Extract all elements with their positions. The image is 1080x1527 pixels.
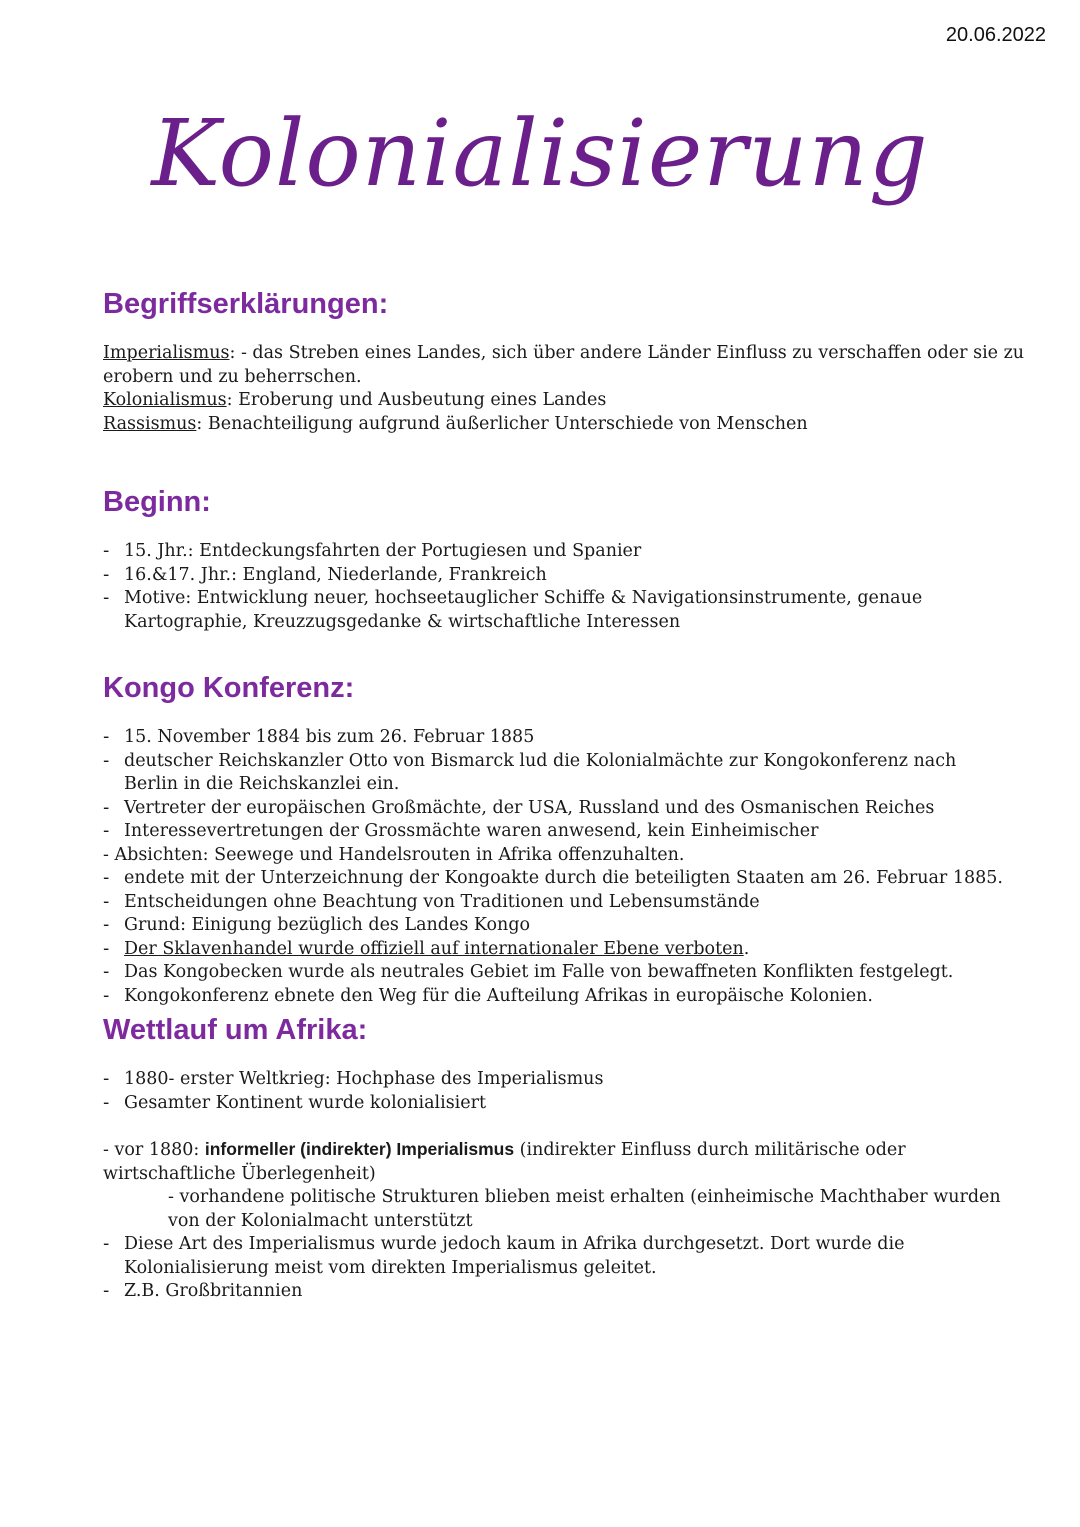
kongo-list-continued — [103, 867, 1003, 1008]
definition-text: das Streben eines Landes, sich über andere Länder Einfluss zu verschaffen oder sie zu — [252, 343, 1025, 363]
date-label: 20.06.2022 — [945, 24, 1046, 46]
vor-1880-continuation: wirtschaftliche Überlegenheit) — [103, 1163, 376, 1184]
definition-rassismus: Rassismus: Benachteiligung aufgrund äußerlicher Unterschiede von Menschen — [103, 413, 808, 434]
section-heading: Beginn: — [103, 486, 211, 518]
list-item: - Kongokonferenz ebnete den Weg für die Aufteilung Afrikas in europäische Kolonien. — [103, 985, 1003, 1009]
list-item: - Das Kongobecken wurde als neutrales Gebiet im Falle von bewaffneten Konflikten festgelegt. — [103, 961, 1003, 985]
section-beginn — [103, 482, 1003, 668]
wettlauf-sublist — [103, 1233, 1003, 1304]
definition-text: Eroberung und Ausbeutung eines Landes — [238, 390, 607, 410]
list-item: - Gesamter Kontinent wurde kolonialisiert — [103, 1092, 1003, 1116]
list-item: - deutscher Reichskanzler Otto von Bismarck lud die Kolonialmächte zur Kongokonferenz nach Berlin in die Reichskanzlei ein. — [103, 750, 1003, 797]
list-item: - Diese Art des Imperialismus wurde jedoch kaum in Afrika durchgesetzt. Dort wurde die Kolonialisierung meist vom direkten Imperialismus geleitet. — [103, 1233, 1003, 1280]
section-wettlauf — [103, 1010, 1003, 1304]
definition-term: Rassismus — [103, 413, 197, 434]
definition-imperialismus: Imperialismus: - das Streben eines Landes, sich über andere Länder Einfluss zu verschaffen oder sie zu — [103, 343, 1025, 363]
list-item: - Entscheidungen ohne Beachtung von Traditionen und Lebensumstände — [103, 891, 1003, 915]
section-heading: Wettlauf um Afrika: — [103, 1014, 368, 1046]
section-kongo-konferenz — [103, 668, 1003, 1010]
list-item: - 1880- erster Weltkrieg: Hochphase des Imperialismus — [103, 1068, 1003, 1092]
list-item: - endete mit der Unterzeichnung der Kongoakte durch die beteiligten Staaten am 26. Februar 1885. — [103, 867, 1003, 891]
section-definitions — [103, 284, 1025, 482]
list-item: - 15. November 1884 bis zum 26. Februar 1885 — [103, 726, 1003, 750]
list-item: - Der Sklavenhandel wurde offiziell auf internationaler Ebene verboten. — [103, 938, 1003, 962]
bold-term: informeller (indirekter) Imperialismus — [204, 1139, 515, 1159]
definition-term: Kolonialismus — [103, 390, 227, 410]
definition-text: Benachteiligung aufgrund äußerlicher Unterschiede von Menschen — [207, 413, 808, 434]
spacer — [103, 1115, 1003, 1138]
document-body — [103, 284, 1025, 1304]
plain-line: - Absichten: Seewege und Handelsrouten in Afrika offenzuhalten. — [103, 844, 685, 865]
list-item: - Interessevertretungen der Grossmächte waren anwesend, kein Einheimischer — [103, 820, 1003, 844]
wettlauf-list — [103, 1068, 1003, 1115]
list-item: - Grund: Einigung bezüglich des Landes Kongo — [103, 914, 1003, 938]
section-heading: Kongo Konferenz: — [103, 672, 355, 704]
beginn-list — [103, 540, 1003, 634]
definition-kolonialismus: Kolonialismus: Eroberung und Ausbeutung eines Landes — [103, 390, 607, 410]
vor-1880-line: - vor 1880: informeller (indirekter) Imperialismus (indirekter Einfluss durch militärische oder — [103, 1139, 906, 1160]
section-heading: Begriffserklärungen: — [103, 288, 389, 320]
page-title: Kolonialisierung — [151, 100, 929, 207]
list-item: - 15. Jhr.: Entdeckungsfahrten der Portugiesen und Spanier — [103, 540, 1003, 564]
kongo-list — [103, 726, 1003, 844]
sub-point: - vorhandene politische Strukturen blieben meist erhalten (einheimische Machthaber wurden — [168, 1187, 1001, 1207]
definition-continuation: erobern und zu beherrschen. — [103, 366, 362, 387]
list-item: - Z.B. Großbritannien — [103, 1280, 1003, 1304]
list-item: - Vertreter der europäischen Großmächte, der USA, Russland und des Osmanischen Reiches — [103, 797, 1003, 821]
underlined-text: Der Sklavenhandel wurde offiziell auf internationaler Ebene verboten — [124, 938, 744, 959]
definition-term: Imperialismus — [103, 343, 230, 363]
list-item: - Motive: Entwicklung neuer, hochseetauglicher Schiffe & Navigationsinstrumente, genaue Kartographie, Kreuzzugsgedanke & wirtschaftliche Interessen — [103, 587, 1003, 634]
sub-point-continuation: von der Kolonialmacht unterstützt — [168, 1210, 473, 1231]
list-item: - 16.&17. Jhr.: England, Niederlande, Frankreich — [103, 564, 1003, 588]
